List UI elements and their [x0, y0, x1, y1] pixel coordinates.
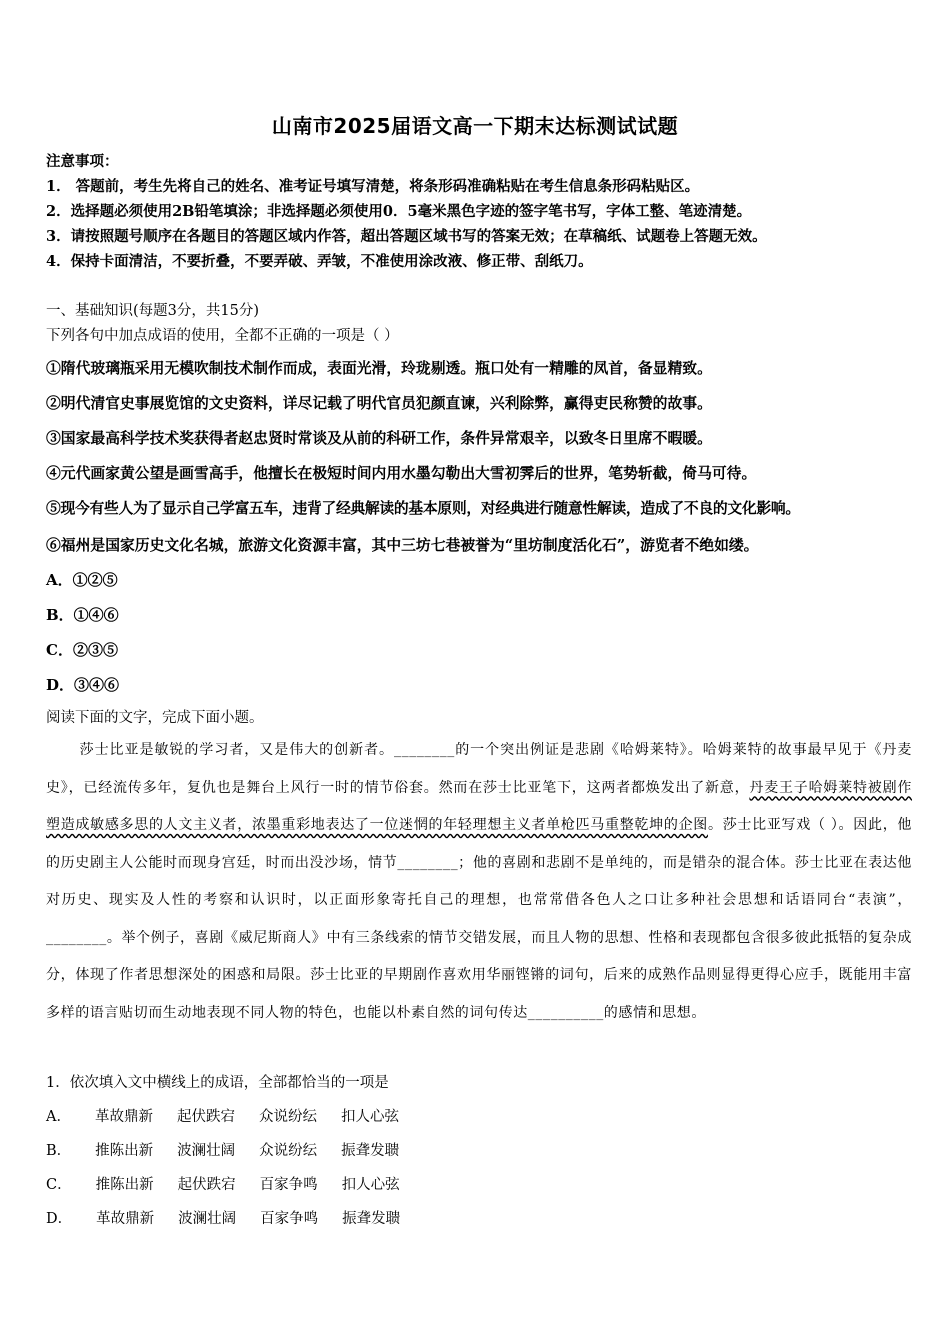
option-a[interactable]: A．①②⑤ [46, 571, 118, 589]
notice-item-4: 4．保持卡面清洁，不要折叠，不要弄破、弄皱，不准使用涂改液、修正带、刮纸刀。 [46, 253, 593, 270]
q1-option-word: 扣人心弦 [341, 1177, 400, 1193]
q1-option-word: 推陈出新 [95, 1177, 154, 1193]
q1-option-b[interactable] [46, 1141, 399, 1161]
sentence-5: ⑤现今有些人为了显示自己学富五车，违背了经典解读的基本原则，对经典进行随意性解读，造成了不良的文化影响。 [46, 500, 800, 517]
q1-option-word: 起伏跌宕 [177, 1177, 236, 1193]
reading-passage [46, 732, 912, 1032]
sentence-2: ②明代清官史事展览馆的文史资料，详尽记载了明代官员犯颜直谏，兴利除弊，赢得吏民称赞的故事。 [46, 395, 712, 412]
q1-option-d[interactable] [46, 1209, 400, 1229]
q1-option-letter: B． [46, 1143, 72, 1159]
passage-text-1: 莎士比亚是敏锐的学习者，又是伟大的创新者。________的一个突出例证是悲剧《哈姆莱特》。哈姆莱特的故事最早见于《丹麦史》，已经流传多年，复仇也是舞台上风行一时的情节俗套。然而在莎士比亚笔下，这两者都焕发出了新意， [46, 742, 912, 796]
notice-item-2: 2．选择题必须使用2B铅笔填涂；非选择题必须使用0．5毫米黑色字迹的签字笔书写，字体工整、笔迹清楚。 [46, 203, 752, 220]
notice-item-1: 1． 答题前，考生先将自己的姓名、准考证号填写清楚，将条形码准确粘贴在考生信息条形码粘贴区。 [46, 178, 700, 195]
q1-option-word: 推陈出新 [95, 1143, 154, 1159]
section-heading: 一、基础知识(每题3分，共15分) [46, 303, 259, 319]
q1-option-word: 波澜壮阔 [177, 1143, 236, 1159]
q1-option-word: 振聋发聩 [342, 1211, 401, 1227]
q1-option-letter: C． [46, 1177, 72, 1193]
question-stem: 下列各句中加点成语的使用，全都不正确的一项是（ ） [46, 328, 399, 344]
sentence-4: ④元代画家黄公望是画雪高手，他擅长在极短时间内用水墨勾勒出大雪初霁后的世界，笔势斩截，倚马可待。 [46, 465, 757, 482]
option-c[interactable]: C．②③⑤ [46, 641, 118, 659]
passage-text-2: 。莎士比亚写戏（ ）。因此，他的历史剧主人公能时而现身宫廷，时而出没沙场，情节________；他的喜剧和悲剧不是单纯的，而是错杂的混合体。莎士比亚在表达他对历史、现实及人性的考察和认识时，以正面形象寄托自己的理想，也常常借各色人之口让多种社会思想和话语同台“表演”，________。举个例子，喜剧《威尼斯商人》中有三条线索的情节交错发展，而且人物的思想、性格和表现都包含很多彼此抵牾的复杂成分，体现了作者思想深处的困惑和局限。莎士比亚的早期剧作喜欢用华丽铿锵的词句，后来的成熟作品则显得更得心应手，既能用丰富多样的语言贴切而生动地表现不同人物的特色，也能以朴素自然的词句传达__________的感情和思想。 [46, 817, 913, 1021]
reading-intro: 阅读下面的文字，完成下面小题。 [46, 710, 264, 726]
q1-option-word: 众说纷纭 [258, 1109, 317, 1125]
q1-option-letter: A． [46, 1109, 71, 1125]
q1-option-word: 众说纷纭 [259, 1143, 318, 1159]
notice-item-3: 3．请按照题号顺序在各题目的答题区域内作答，超出答题区域书写的答案无效；在草稿纸、试题卷上答题无效。 [46, 228, 767, 245]
sentence-3: ③国家最高科学技术奖获得者赵忠贤时常谈及从前的科研工作，条件异常艰辛，以致冬日里席不暇暖。 [46, 430, 712, 447]
q1-option-word: 扣人心弦 [340, 1109, 399, 1125]
q1-option-a[interactable] [46, 1107, 399, 1127]
sentence-6: ⑥福州是国家历史文化名城，旅游文化资源丰富，其中三坊七巷被誉为“里坊制度活化石”，游览者不绝如缕。 [46, 537, 759, 554]
passage-wavy-underline: 丹麦王子哈姆莱特被剧作塑造成敏感多思的人文主义者，浓墨重彩地表达了一位迷惘的年轻理想主义者单枪匹马重整乾坤的企图 [46, 779, 913, 833]
sentence-1: ①隋代玻璃瓶采用无模吹制技术制作而成，表面光滑，玲珑剔透。瓶口处有一精雕的凤首，备显精致。 [46, 360, 712, 377]
q1-option-letter: D． [46, 1211, 73, 1227]
q1-option-word: 革故鼎新 [94, 1109, 153, 1125]
q1-option-word: 波澜壮阔 [178, 1211, 237, 1227]
page-title: 山南市2025届语文高一下期末达标测试试题 [271, 114, 679, 138]
q1-option-c[interactable] [46, 1175, 400, 1195]
q1-option-word: 振聋发聩 [341, 1143, 400, 1159]
q1-stem: 1．依次填入文中横线上的成语，全部都恰当的一项是 [46, 1075, 389, 1091]
q1-option-word: 百家争鸣 [260, 1211, 319, 1227]
option-d[interactable]: D．③④⑥ [46, 676, 120, 694]
q1-option-word: 百家争鸣 [259, 1177, 318, 1193]
q1-option-word: 起伏跌宕 [176, 1109, 235, 1125]
passage-paragraph [46, 732, 912, 1032]
q1-option-word: 革故鼎新 [96, 1211, 155, 1227]
option-b[interactable]: B．①④⑥ [46, 606, 119, 624]
notice-heading: 注意事项： [46, 153, 119, 170]
